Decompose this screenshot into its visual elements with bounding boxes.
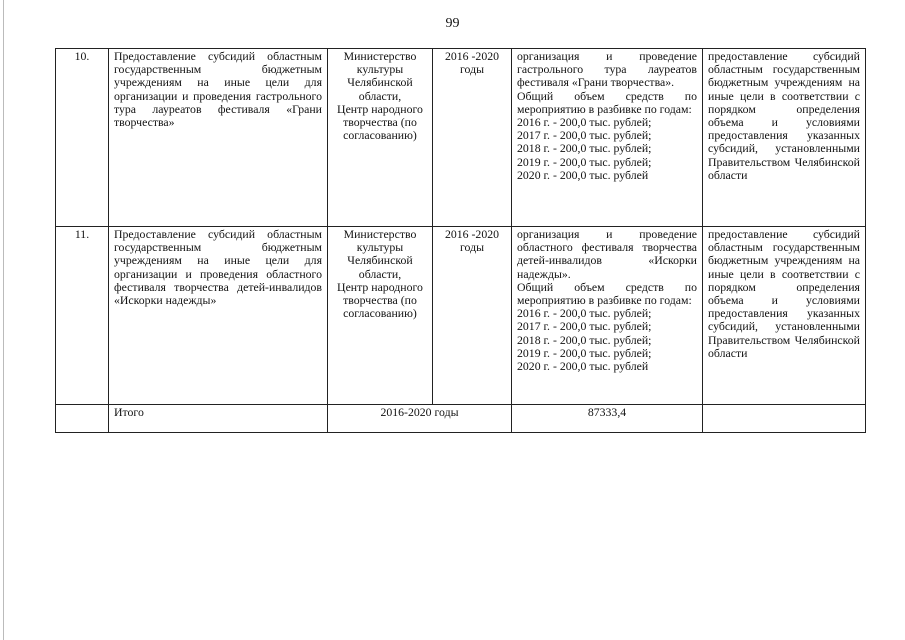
basis-cell: предоставление субсидий областным государственным бюджетным учреждениям на иные цели в соответствии с порядком определения объема и условиями предоставления указанных субсидий, установленными Правительством Челябинской области <box>703 227 866 405</box>
basis-cell: предоставление субсидий областным государственным бюджетным учреждениям на иные цели в соответствии с порядком определения объема и условиями предоставления указанных субсидий, установленными Правительством Челябинской области <box>703 49 866 227</box>
year-amount: 2016 г. - 200,0 тыс. рублей; <box>517 115 652 130</box>
program-table <box>55 48 866 433</box>
activity-title: Предоставление субсидий областным государственным бюджетным учреждениям на иные цели для организации и проведения областного фестиваля творчества детей-инвалидов «Искорки надежды» <box>109 227 328 405</box>
activity-title: Предоставление субсидий областным государственным бюджетным учреждениям на иные цели для организации и проведения гастрольного тура лауреатов фестиваля «Грани творчества» <box>109 49 328 227</box>
executor-line: Челябинской <box>347 75 413 90</box>
year-amount: 2018 г. - 200,0 тыс. рублей; <box>517 332 652 347</box>
event-cell <box>512 227 703 405</box>
event-text: организация и проведение областного фестиваля творчества детей-инвалидов «Искорки надежды». <box>517 227 697 281</box>
executor-line: творчества (по <box>343 293 417 308</box>
executor-line: области, <box>358 88 402 103</box>
table-row <box>56 49 866 227</box>
executor-line: культуры <box>356 62 404 77</box>
executor-line: культуры <box>356 240 404 255</box>
executor-line: области, <box>358 266 402 281</box>
period-cell: 2016 -2020 годы <box>433 49 512 227</box>
total-amount: 87333,4 <box>512 405 703 433</box>
volume-text: Общий объем средств по мероприятию в разбивке по годам: <box>517 279 697 308</box>
total-period: 2016-2020 годы <box>328 405 512 433</box>
year-amount: 2019 г. - 200,0 тыс. рублей; <box>517 345 652 360</box>
row-number: 10. <box>56 49 109 227</box>
table-row <box>56 227 866 405</box>
year-amount: 2018 г. - 200,0 тыс. рублей; <box>517 141 652 156</box>
executor-line: согласованию) <box>343 128 417 143</box>
executor-cell <box>328 227 433 405</box>
executor-cell <box>328 49 433 227</box>
event-cell <box>512 49 703 227</box>
row-number: 11. <box>56 227 109 405</box>
period-cell: 2016 -2020 годы <box>433 227 512 405</box>
event-text: организация и проведение гастрольного тура лауреатов фестиваля «Грани творчества». <box>517 49 697 90</box>
executor-line: творчества (по <box>343 115 417 130</box>
executor-line: Челябинской <box>347 253 413 268</box>
year-amount: 2019 г. - 200,0 тыс. рублей; <box>517 154 652 169</box>
executor-line: согласованию) <box>343 306 417 321</box>
total-empty-cell <box>703 405 866 433</box>
year-amount: 2017 г. - 200,0 тыс. рублей; <box>517 319 652 334</box>
year-amount: 2016 г. - 200,0 тыс. рублей; <box>517 306 652 321</box>
year-amount: 2020 г. - 200,0 тыс. рублей <box>517 167 649 182</box>
year-amount: 2017 г. - 200,0 тыс. рублей; <box>517 128 652 143</box>
total-label: Итого <box>109 405 328 433</box>
executor-line: Центр народного <box>337 279 423 294</box>
volume-text: Общий объем средств по мероприятию в разбивке по годам: <box>517 88 697 116</box>
executor-line: Центр народного <box>337 101 423 116</box>
executor-line: Министерство <box>343 227 417 241</box>
scan-edge-line <box>3 0 4 640</box>
total-row <box>56 405 866 433</box>
year-amount: 2020 г. - 200,0 тыс. рублей <box>517 359 649 374</box>
page-number: 99 <box>445 16 460 31</box>
total-empty-cell <box>56 405 109 433</box>
executor-line: Министерство <box>343 49 417 63</box>
